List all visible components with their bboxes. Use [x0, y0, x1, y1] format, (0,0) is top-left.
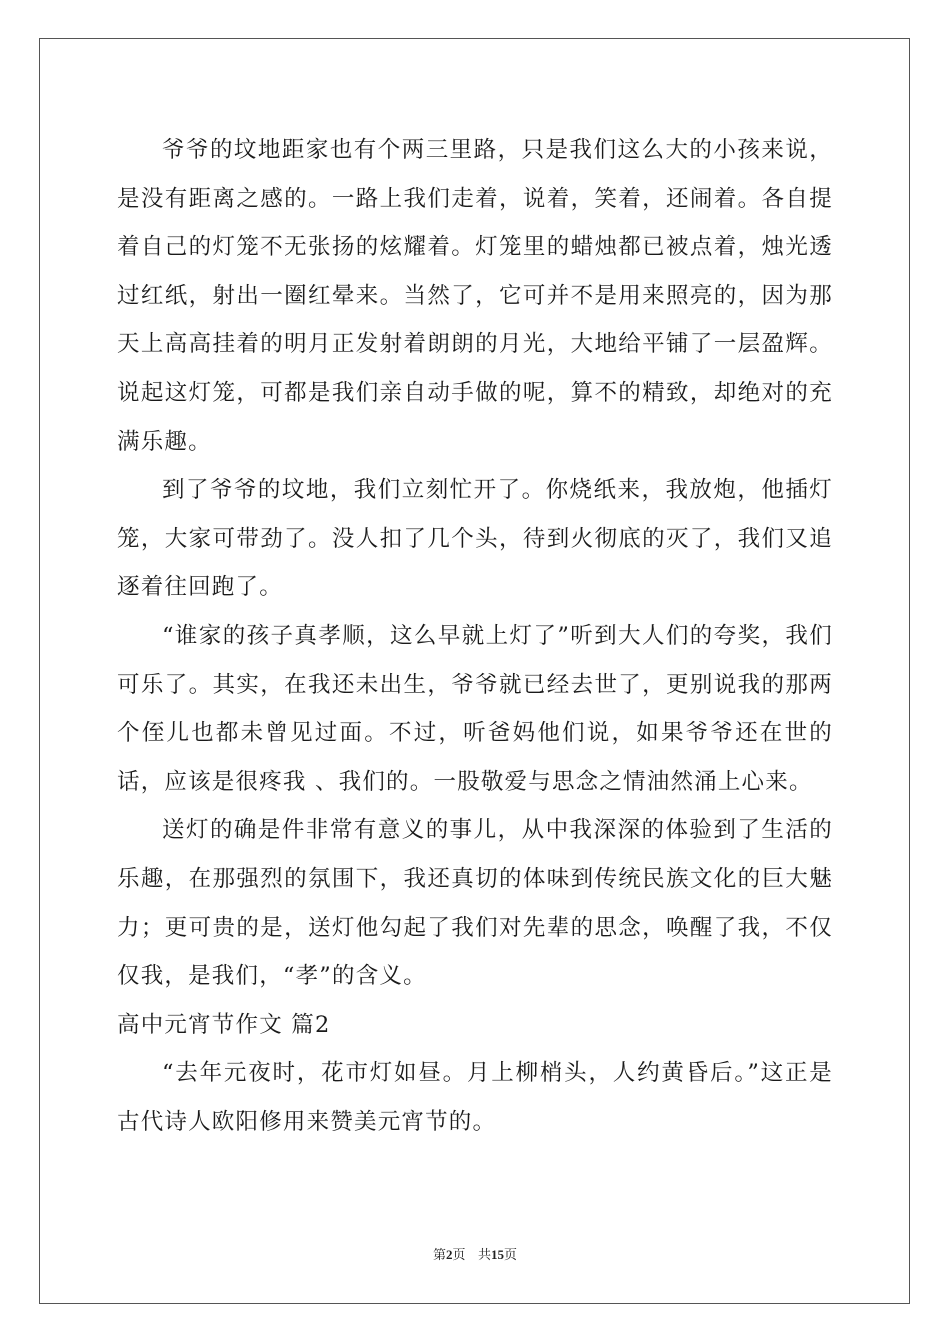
paragraph-2: 到了爷爷的坟地，我们立刻忙开了。你烧纸来，我放炮，他插灯笼，大家可带劲了。没人扣了几个头，待到火彻底的灭了，我们又追逐着往回跑了。 [117, 477, 833, 601]
total-prefix: 共 [477, 1248, 491, 1263]
document-body [117, 126, 833, 1146]
page-prefix: 第 [433, 1248, 447, 1263]
total-suffix: 页 [503, 1248, 517, 1263]
paragraph-1: 爷爷的坟地距家也有个两三里路，只是我们这么大的小孩来说，是没有距离之感的。一路上我们走着，说着，笑着，还闹着。各自提着自己的灯笼不无张扬的炫耀着。灯笼里的蜡烛都已被点着，烛光透过红纸，射出一圈红晕来。当然了，它可并不是用来照亮的，因为那天上高高挂着的明月正发射着朗朗的月光，大地给平铺了一层盈辉。说起这灯笼，可都是我们亲自动手做的呢，算不的精致，却绝对的充满乐趣。 [117, 137, 833, 455]
paragraph-3: “谁家的孩子真孝顺，这么早就上灯了”听到大人们的夸奖，我们可乐了。其实，在我还未出生，爷爷就已经去世了，更别说我的那两个侄儿也都未曾见过面。不过，听爸妈他们说，如果爷爷还在世的话，应该是很疼我 、我们的。一股敬爱与思念之情油然涌上心来。 [117, 622, 833, 795]
total-pages: 15 [490, 1247, 504, 1262]
section-heading: 高中元宵节作文 篇2 [117, 1011, 331, 1038]
page-suffix: 页 [452, 1248, 466, 1263]
page-footer [0, 1244, 950, 1263]
paragraph-4: 送灯的确是件非常有意义的事儿，从中我深深的体验到了生活的乐趣，在那强烈的氛围下，我还真切的体味到传统民族文化的巨大魅力；更可贵的是，送灯他勾起了我们对先辈的思念，唤醒了我，不仅仅我，是我们，“孝”的含义。 [117, 817, 833, 990]
page-number: 2 [446, 1247, 453, 1262]
paragraph-5: “去年元夜时，花市灯如昼。月上柳梢头，人约黄昏后。”这正是古代诗人欧阳修用来赞美元宵节的。 [117, 1060, 833, 1135]
